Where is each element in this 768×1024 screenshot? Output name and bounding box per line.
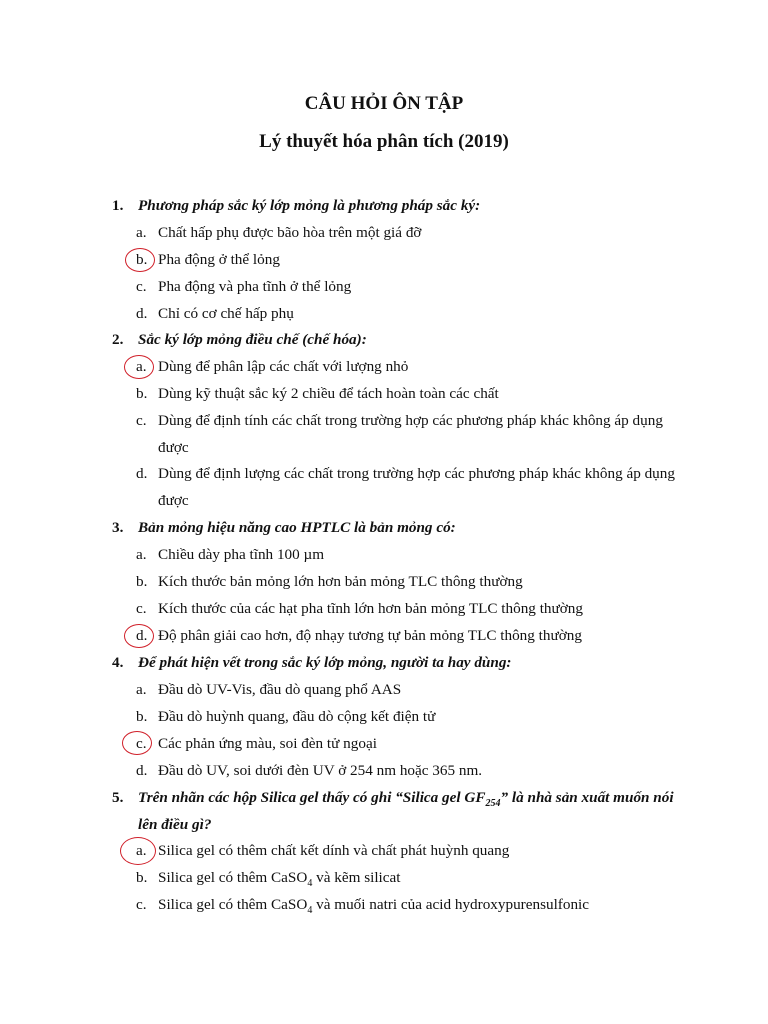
option-text: Các phản ứng màu, soi đèn tử ngoại: [158, 735, 377, 752]
question-4: [112, 654, 511, 672]
option-letter: b.: [136, 251, 148, 268]
question-number: 5.: [112, 789, 124, 806]
option-letter: b.: [136, 573, 148, 590]
option-2b: [136, 385, 499, 403]
question-text-end: ” là nhà sản xuất muốn nói: [500, 789, 674, 806]
option-letter: c.: [136, 278, 147, 295]
option-subscript: 4: [307, 878, 313, 890]
option-text: Dùng để định tính các chất trong trường hợp các phương pháp khác không áp dụng: [158, 412, 663, 429]
option-letter: d.: [136, 627, 148, 644]
option-letter: d.: [136, 762, 148, 779]
question-number: 1.: [112, 197, 124, 214]
option-4d: [136, 762, 482, 780]
option-text-end: và muối natri của acid hydroxypurensulfonic: [312, 896, 589, 913]
option-text: Dùng kỹ thuật sắc ký 2 chiều để tách hoàn toàn các chất: [158, 385, 499, 402]
option-letter: c.: [136, 412, 147, 429]
option-text: Dùng để phân lập các chất với lượng nhỏ: [158, 358, 409, 375]
question-text: Bản mỏng hiệu năng cao HPTLC là bản mỏng có:: [138, 519, 456, 536]
option-text: Đầu dò UV, soi dưới đèn UV ở 254 nm hoặc 365 nm.: [158, 762, 483, 779]
option-letter: b.: [136, 869, 148, 886]
option-1c: [136, 278, 351, 296]
option-letter: a.: [136, 681, 147, 698]
option-3d: [136, 627, 582, 645]
option-letter: a.: [136, 842, 147, 859]
option-letter: d.: [136, 305, 148, 322]
option-3a: [136, 546, 324, 564]
answer-circle-mark: [125, 248, 155, 272]
option-3b: [136, 573, 523, 591]
page-subtitle: Lý thuyết hóa phân tích (2019): [259, 131, 509, 152]
question-subscript: 254: [485, 798, 501, 810]
option-letter: a.: [136, 546, 147, 563]
question-number: 2.: [112, 331, 124, 348]
question-1: [112, 197, 480, 215]
option-letter: b.: [136, 385, 148, 402]
option-text: Chỉ có cơ chế hấp phụ: [158, 305, 294, 322]
option-text: Silica gel có thêm CaSO: [158, 896, 308, 913]
option-text-end: và kẽm silicat: [312, 869, 401, 886]
answer-circle-mark: [122, 731, 152, 755]
option-5c: [136, 896, 589, 916]
option-letter: c.: [136, 600, 147, 617]
option-text-continuation: được: [158, 439, 189, 456]
option-text-continuation: được: [158, 492, 189, 509]
option-3c: [136, 600, 583, 618]
option-text: Silica gel có thêm CaSO: [158, 869, 308, 886]
question-text: Sắc ký lớp mỏng điều chế (chế hóa):: [138, 331, 367, 348]
option-1b: [136, 251, 280, 269]
option-text: Silica gel có thêm chất kết dính và chất phát huỳnh quang: [158, 842, 510, 859]
option-text: Đầu dò huỳnh quang, đầu dò cộng kết điện tử: [158, 708, 436, 725]
question-2: [112, 331, 367, 349]
question-text: Để phát hiện vết trong sắc ký lớp mỏng, người ta hay dùng:: [138, 654, 512, 671]
question-number: 3.: [112, 519, 124, 536]
option-text: Độ phân giải cao hơn, độ nhạy tương tự bản mỏng TLC thông thường: [158, 627, 582, 644]
option-text: Kích thước của các hạt pha tĩnh lớn hơn bản mỏng TLC thông thường: [158, 600, 583, 617]
question-text: Trên nhãn các hộp Silica gel thấy có ghi “Silica gel GF: [138, 789, 486, 806]
option-letter: b.: [136, 708, 148, 725]
option-text: Dùng để định lượng các chất trong trường hợp các phương pháp khác không áp dụng: [158, 465, 675, 482]
option-text: Pha động ở thể lỏng: [158, 251, 280, 268]
option-2d: [136, 465, 675, 509]
option-letter: a.: [136, 358, 147, 375]
option-letter: c.: [136, 735, 147, 752]
option-subscript: 4: [307, 905, 313, 917]
option-4b: [136, 708, 435, 726]
option-4a: [136, 681, 401, 699]
option-text: Chiều dày pha tĩnh 100 µm: [158, 546, 325, 563]
option-5a: [136, 842, 509, 860]
option-letter: d.: [136, 465, 148, 482]
option-5b: [136, 869, 400, 889]
question-number: 4.: [112, 654, 124, 671]
option-2a: [136, 358, 408, 376]
option-4c: [136, 735, 377, 753]
answer-circle-mark: [124, 355, 154, 379]
option-text: Kích thước bản mỏng lớn hơn bản mỏng TLC thông thường: [158, 573, 523, 590]
option-1a: [136, 224, 421, 242]
option-letter: c.: [136, 896, 147, 913]
question-3: [112, 519, 456, 537]
question-5: [112, 789, 674, 833]
option-2c: [136, 412, 663, 456]
question-text-continuation: lên điều gì?: [138, 816, 212, 833]
answer-circle-mark: [124, 624, 154, 648]
question-text: Phương pháp sắc ký lớp mỏng là phương pháp sắc ký:: [138, 197, 481, 214]
option-text: Đầu dò UV-Vis, đầu dò quang phổ AAS: [158, 681, 402, 698]
option-letter: a.: [136, 224, 147, 241]
answer-circle-mark: [120, 837, 156, 865]
option-text: Chất hấp phụ được bão hòa trên một giá đỡ: [158, 224, 422, 241]
option-text: Pha động và pha tĩnh ở thể lỏng: [158, 278, 352, 295]
option-1d: [136, 305, 294, 323]
page-title: CÂU HỎI ÔN TẬP: [304, 93, 464, 114]
